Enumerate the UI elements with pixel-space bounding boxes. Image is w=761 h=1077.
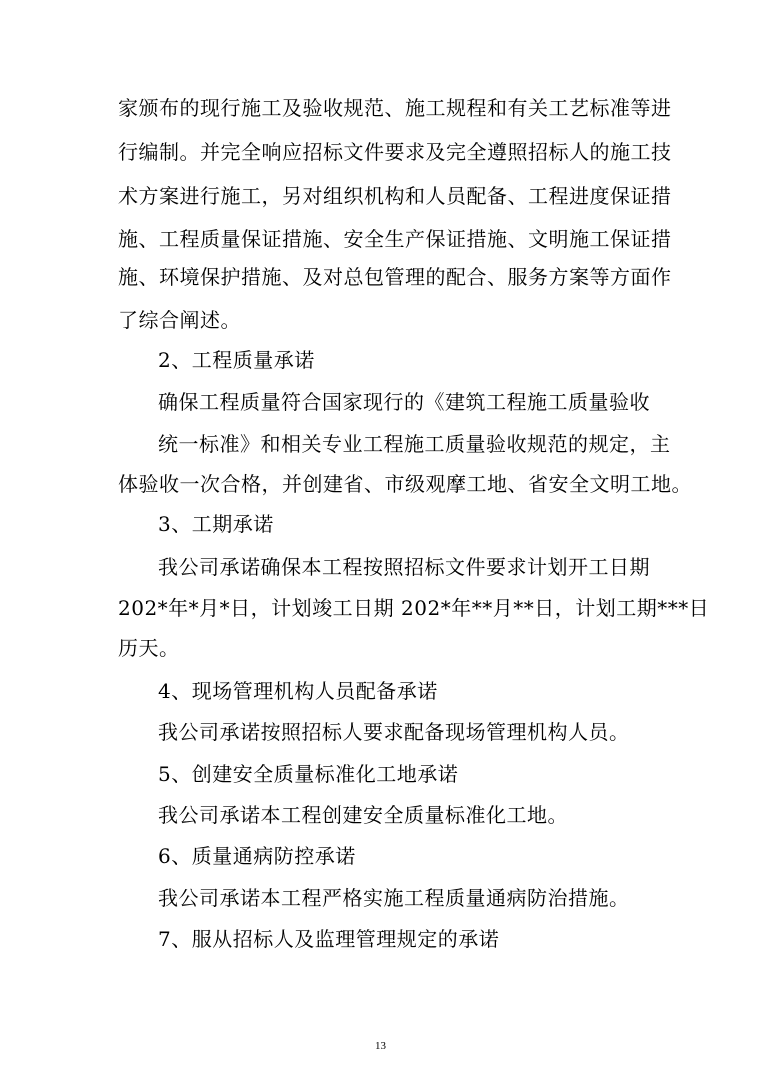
body-text-line: 施、环境保护措施、及对总包管理的配合、服务方案等方面作 <box>118 265 672 289</box>
body-text-line: 家颁布的现行施工及验收规范、施工规程和有关工艺标准等进 <box>118 96 672 120</box>
body-text-line: 了综合阐述。 <box>118 308 241 332</box>
section-heading: 7、服从招标人及监理管理规定的承诺 <box>158 927 500 951</box>
body-text-line: 202*年*月*日，计划竣工日期 202*年**月**日，计划工期***日 <box>118 596 710 620</box>
section-heading: 2、工程质量承诺 <box>158 348 315 372</box>
body-text-line: 我公司承诺确保本工程按照招标文件要求计划开工日期 <box>158 555 650 579</box>
body-text-line: 体验收一次合格，并创建省、市级观摩工地、省安全文明工地。 <box>118 472 692 496</box>
body-text-line: 术方案进行施工，另对组织机构和人员配备、工程进度保证措 <box>118 184 672 208</box>
body-text-line: 统一标准》和相关专业工程施工质量验收规范的规定，主 <box>158 432 671 456</box>
body-text-line: 确保工程质量符合国家现行的《建筑工程施工质量验收 <box>158 390 650 414</box>
section-heading: 3、工期承诺 <box>158 512 274 536</box>
section-heading: 4、现场管理机构人员配备承诺 <box>158 679 438 703</box>
body-text-line: 我公司承诺本工程创建安全质量标准化工地。 <box>158 803 568 827</box>
page-number: 13 <box>375 1040 386 1052</box>
body-text-line: 我公司承诺按照招标人要求配备现场管理机构人员。 <box>158 720 630 744</box>
section-heading: 5、创建安全质量标准化工地承诺 <box>158 762 459 786</box>
section-heading: 6、质量通病防控承诺 <box>158 844 356 868</box>
body-text-line: 行编制。并完全响应招标文件要求及完全遵照招标人的施工技 <box>118 140 672 164</box>
body-text-line: 施、工程质量保证措施、安全生产保证措施、文明施工保证措 <box>118 227 672 251</box>
body-text-line: 历天。 <box>118 636 180 660</box>
body-text-line: 我公司承诺本工程严格实施工程质量通病防治措施。 <box>158 886 630 910</box>
